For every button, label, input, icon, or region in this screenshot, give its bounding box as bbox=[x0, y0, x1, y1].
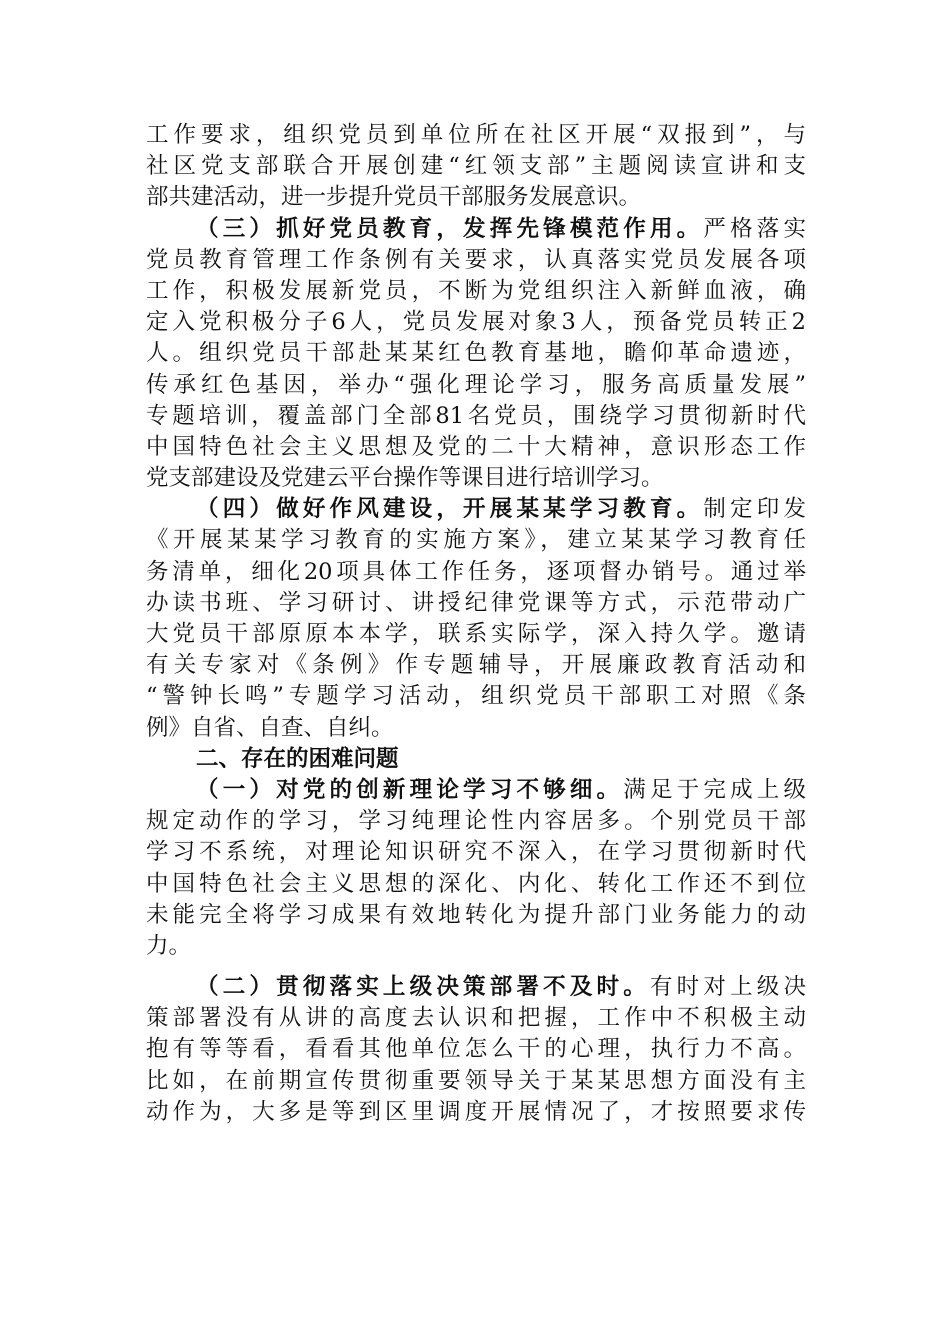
paragraph-first-line bbox=[146, 494, 806, 525]
paragraph-text: 满足于完成上级 bbox=[623, 776, 806, 803]
paragraph-first-line bbox=[146, 775, 806, 806]
paragraph-text: 严格落实 bbox=[703, 215, 806, 242]
text-line: 策部署没有从讲的高度去认识和把握，工作中不积极主动 bbox=[146, 1005, 806, 1032]
text-line: 中国特色社会主义思想的深化、内化、转化工作还不到位 bbox=[146, 870, 806, 897]
text-line: 《开展某某学习教育的实施方案》，建立某某学习教育任 bbox=[146, 527, 806, 554]
text-line: 比如，在前期宣传贯彻重要领导关于某某思想方面没有主 bbox=[146, 1067, 806, 1094]
text-line: 办读书班、学习研讨、讲授纪律党课等方式，示范带动广 bbox=[146, 589, 806, 616]
paragraph-lead: （一）对党的创新理论学习不够细。 bbox=[196, 776, 624, 803]
document-page bbox=[146, 120, 806, 1128]
text-line: 定入党积极分子6人，党员发展对象3人，预备党员转正2 bbox=[146, 309, 806, 336]
text-line: 力。 bbox=[146, 932, 192, 959]
paragraph-lead: （四）做好作风建设，开展某某学习教育。 bbox=[196, 496, 704, 523]
text-line: 学习不系统，对理论知识研究不深入，在学习贯彻新时代 bbox=[146, 839, 806, 866]
text-line: 大党员干部原原本本学，联系实际学，深入持久学。邀请 bbox=[146, 621, 806, 647]
paragraph-first-line bbox=[146, 214, 806, 245]
text-line: 务清单，细化20项具体工作任务，逐项督办销号。通过举 bbox=[146, 558, 806, 585]
text-line: 有关专家对《条例》作专题辅导，开展廉政教育活动和 bbox=[146, 652, 806, 679]
text-line: 工作，积极发展新党员，不断为党组织注入新鲜血液，确 bbox=[146, 277, 806, 304]
text-line: “警钟长鸣”专题学习活动，组织党员干部职工对照《条 bbox=[146, 683, 806, 710]
text-line: 传承红色基因，举办“强化理论学习，服务高质量发展” bbox=[146, 371, 806, 398]
text-line: 未能完全将学习成果有效地转化为提升部门业务能力的动 bbox=[146, 901, 806, 928]
text-line: 中国特色社会主义思想及党的二十大精神，意识形态工作 bbox=[146, 433, 806, 460]
paragraph-text: 制定印发 bbox=[703, 496, 806, 523]
text-line: 规定动作的学习，学习纯理论性内容居多。个别党员干部 bbox=[146, 808, 806, 835]
text-line: 党员教育管理工作条例有关要求，认真落实党员发展各项 bbox=[146, 246, 806, 273]
paragraph-lead: （三）抓好党员教育，发挥先锋模范作用。 bbox=[196, 215, 704, 242]
text-line: 抱有等等看，看看其他单位怎么干的心理，执行力不高。 bbox=[146, 1036, 806, 1063]
text-line: 例》自省、自查、自纠。 bbox=[146, 714, 394, 741]
text-line: 动作为，大多是等到区里调度开展情况了，才按照要求传 bbox=[146, 1098, 806, 1125]
paragraph-lead: （二）贯彻落实上级决策部署不及时。 bbox=[196, 974, 650, 1001]
text-line: 工作要求，组织党员到单位所在社区开展“双报到”，与 bbox=[146, 122, 806, 148]
text-line: 人。组织党员干部赴某某红色教育基地，瞻仰革命遗迹， bbox=[146, 340, 806, 367]
section-heading: 二、存在的困难问题 bbox=[196, 745, 399, 772]
text-line: 部共建活动，进一步提升党员干部服务发展意识。 bbox=[146, 184, 642, 211]
paragraph-first-line bbox=[146, 972, 806, 1003]
text-line: 党支部建设及党建云平台操作等课目进行培训学习。 bbox=[146, 465, 664, 492]
paragraph-text: 有时对上级决 bbox=[649, 974, 806, 1001]
text-line: 社区党支部联合开展创建“红领支部”主题阅读宣讲和支 bbox=[146, 153, 806, 180]
text-line: 专题培训，覆盖部门全部81名党员，围绕学习贯彻新时代 bbox=[146, 402, 806, 429]
